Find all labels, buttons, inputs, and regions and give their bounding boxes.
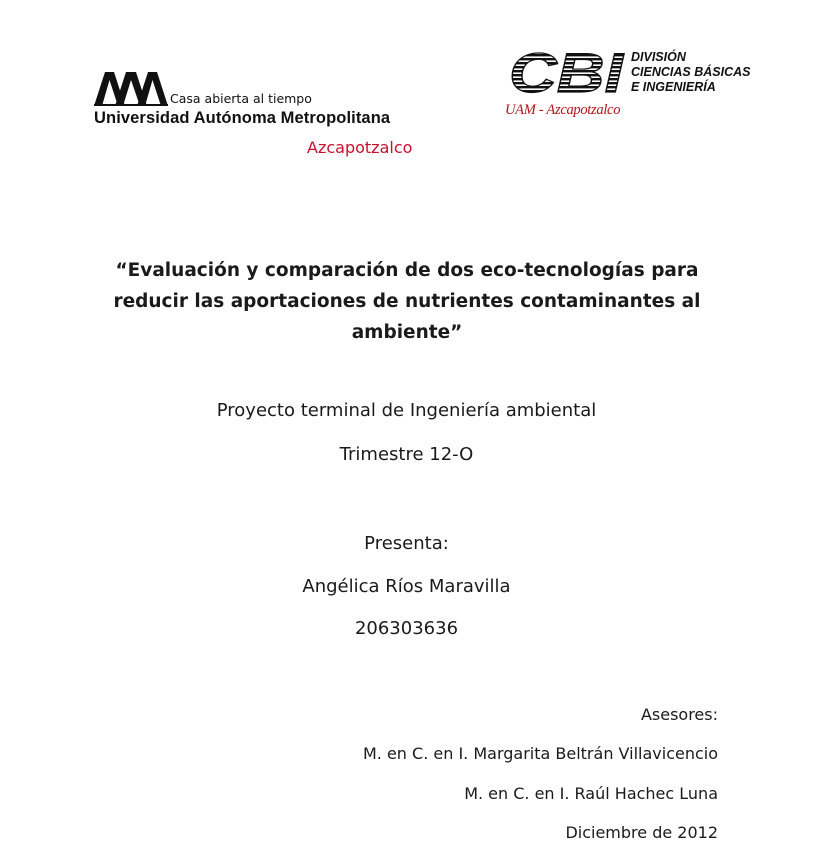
advisors-label: Asesores: bbox=[640, 705, 718, 724]
academic-term: Trimestre 12-O bbox=[339, 444, 474, 465]
campus-name: Azcapotzalco bbox=[307, 138, 413, 157]
author-name: Angélica Ríos Maravilla bbox=[302, 576, 511, 597]
document-title: “Evaluación y comparación de dos eco-tecnologías para reducir las aportaciones de nutrientes contaminantes al ambiente” bbox=[113, 260, 701, 343]
document-date: Diciembre de 2012 bbox=[565, 823, 718, 842]
advisor-name: M. en C. en I. Margarita Beltrán Villavicencio bbox=[362, 744, 718, 763]
presents-label: Presenta: bbox=[364, 533, 449, 554]
cbi-logo bbox=[505, 46, 760, 126]
uam-tagline: Casa abierta al tiempo bbox=[170, 91, 312, 106]
project-type: Proyecto terminal de Ingeniería ambiental bbox=[216, 400, 597, 421]
university-name: Universidad Autónoma Metropolitana bbox=[94, 109, 391, 127]
uam-triple-chevron-logo-icon bbox=[94, 72, 168, 106]
student-id: 206303636 bbox=[354, 618, 459, 639]
cbi-division-name: DIVISIÓN CIENCIAS BÁSICAS E INGENIERÍA bbox=[631, 50, 751, 94]
advisor-name: M. en C. en I. Raúl Hachec Luna bbox=[464, 784, 718, 803]
uam-logo bbox=[94, 70, 444, 160]
cbi-campus-label: UAM - Azcapotzalco bbox=[505, 102, 621, 118]
cbi-wordmark-text: CBI bbox=[509, 46, 625, 98]
cbi-wordmark bbox=[505, 46, 627, 98]
